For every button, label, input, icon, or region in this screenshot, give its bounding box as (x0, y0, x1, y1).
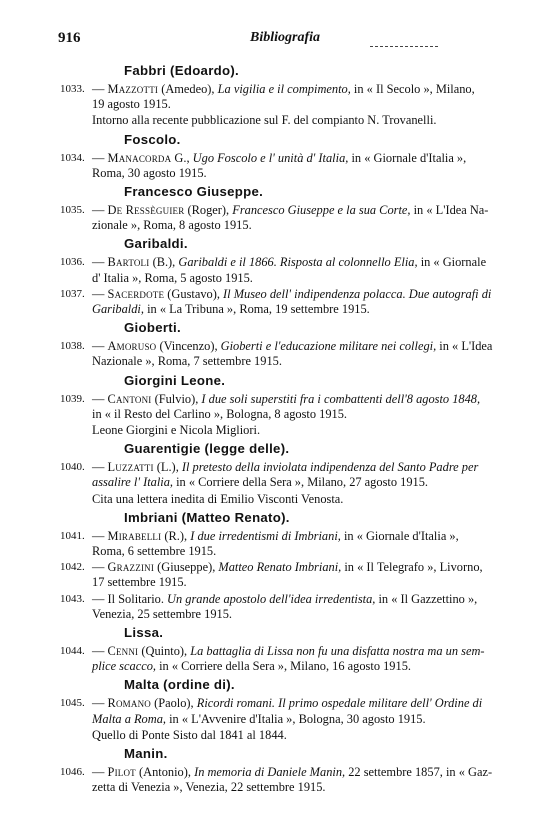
entry-number: 1034. (60, 151, 85, 164)
entry-number: 1043. (60, 592, 85, 605)
entry-number: 1041. (60, 529, 85, 542)
bibliography-entry (60, 696, 522, 726)
entry-publication-continued: 17 settembre 1915. (92, 575, 187, 590)
bibliography-entry (60, 255, 522, 285)
section-heading: Foscolo. (124, 131, 181, 147)
entry-author: Cantoni (107, 391, 152, 406)
entry-number: 1033. (60, 83, 85, 95)
entry-note: Leone Giorgini e Nicola Migliori. (92, 423, 261, 438)
entry-author: De Ressèguier (107, 203, 185, 218)
entry-number: 1038. (60, 340, 85, 353)
bibliography-entry (60, 592, 522, 622)
entry-author-detail: (Fulvio), (151, 391, 202, 406)
entry-title: I due soli superstiti fra i combattenti dell'8 agosto 1848, (201, 391, 481, 406)
section-heading: Manin. (124, 746, 168, 762)
entry-title: I due irredentismi di Imbriani, (190, 528, 341, 543)
bibliography-entry (60, 529, 522, 559)
entry-line-continued (92, 97, 522, 112)
entry-title: Matteo Renato Imbriani, (218, 560, 342, 575)
entry-line (92, 696, 522, 711)
entry-author-detail: (B.), (149, 255, 179, 270)
entry-number: 1046. (60, 766, 85, 779)
section-heading: Garibaldi. (124, 236, 188, 252)
entry-line-continued (92, 354, 522, 369)
entry-publication: in « Il Gazzettino », (375, 591, 478, 606)
entry-line (92, 287, 522, 302)
entry-dash: — (92, 339, 108, 354)
entry-author: Bartoli (107, 255, 150, 270)
entry-author: Cenni (107, 644, 139, 659)
entry-line (92, 644, 522, 659)
entry-title: Ugo Foscolo e l' unità d' Italia, (192, 150, 349, 165)
section-heading: Malta (ordine di). (124, 677, 235, 693)
entry-title: Gioberti e l'educazione militare nei collegi, (220, 339, 437, 354)
section-heading: Lissa. (124, 625, 164, 641)
page-number: 916 (58, 30, 81, 46)
entry-line-continued (92, 659, 522, 674)
entry-publication: in « Giornale (417, 255, 487, 270)
entry-dash: — (92, 765, 108, 780)
entry-dash: — (92, 203, 108, 218)
entry-note: Quello di Ponte Sisto dal 1841 al 1844. (92, 727, 287, 742)
entry-note: Cita una lettera inedita di Emilio Visconti Venosta. (92, 491, 344, 506)
entry-author: Sacerdote (107, 286, 165, 301)
entry-publication-continued: Roma, 6 settembre 1915. (92, 544, 217, 559)
entry-author: Romano (107, 696, 151, 711)
entry-number: 1039. (60, 392, 85, 405)
bibliography-entry (60, 392, 522, 422)
entry-publication-continued: in « Corriere della Sera », Milano, 27 agosto 1915. (173, 475, 429, 490)
entry-author-detail: (Vincenzo), (156, 339, 221, 354)
bibliography-entry (60, 339, 522, 369)
entry-dash: — (92, 696, 108, 711)
entry-title: Ricordi romani. Il primo ospedale militare dell' Ordine di (196, 696, 483, 711)
entry-line-continued (92, 166, 522, 181)
entry-number: 1040. (60, 461, 85, 474)
entry-dash: — (92, 255, 108, 270)
entry-author-detail: Il Solitario. (107, 591, 168, 606)
entry-author-detail: (Quinto), (138, 644, 191, 659)
entry-publication: in « Giornale d'Italia », (348, 150, 467, 165)
entry-title: Francesco Giuseppe e la sua Corte, (232, 203, 411, 218)
bibliography-entry (60, 560, 522, 590)
entry-line-continued (92, 712, 522, 727)
entry-publication: in « Il Telegrafo », Livorno, (341, 560, 483, 575)
entry-line (92, 392, 522, 407)
entry-publication-continued: Venezia, 25 settembre 1915. (92, 606, 233, 621)
entry-dash: — (92, 460, 108, 475)
entry-line (92, 339, 522, 354)
entry-title: La vigilia e il compimento, (217, 82, 351, 96)
entry-title-continued: assalire l' Italia, (92, 475, 174, 490)
entry-publication-continued: in « il Resto del Carlino », Bologna, 8 agosto 1915. (92, 406, 348, 421)
page-header (58, 30, 498, 50)
section-heading: Fabbri (Edoardo). (124, 63, 239, 78)
entry-publication: 22 settembre 1857, in « Gaz- (345, 765, 493, 780)
entry-publication: in « Il Secolo », Milano, (350, 82, 475, 96)
entry-publication-continued: 19 agosto 1915. (92, 97, 171, 112)
entry-publication-continued: in « La Tribuna », Roma, 19 settembre 1915. (143, 302, 370, 317)
entry-title: Il pretesto della inviolata indipendenza del Santo Padre per (181, 460, 479, 475)
entry-author-detail: (Amedeo), (158, 82, 218, 96)
entry-publication: in « L'Idea (436, 339, 493, 354)
entry-line (92, 151, 522, 166)
entry-author-detail: (Roger), (184, 203, 233, 218)
entry-number: 1042. (60, 561, 85, 574)
entry-line (92, 592, 522, 607)
entry-author-detail: (Gustavo), (164, 286, 224, 301)
entry-note: Intorno alla recente pubblicazione sul F. del compianto N. Trovanelli. (92, 113, 437, 128)
entry-dash: — (92, 644, 108, 659)
entry-number: 1037. (60, 287, 85, 300)
section-heading: Francesco Giuseppe. (124, 184, 264, 200)
entry-publication-continued: d' Italia », Roma, 5 agosto 1915. (92, 270, 253, 285)
entry-line-continued (92, 218, 522, 233)
entry-dash: — (92, 528, 108, 543)
entry-line-continued (92, 544, 522, 559)
entry-author-detail: (R.), (161, 528, 191, 543)
bibliography-entry (60, 287, 522, 317)
entry-publication-continued: in « Corriere della Sera », Milano, 16 agosto 1915. (156, 659, 411, 674)
entry-title-continued: Malta a Roma, (92, 711, 166, 726)
entry-dash: — (92, 150, 108, 165)
header-rule (370, 46, 438, 47)
section-heading: Imbriani (Matteo Renato). (124, 509, 290, 525)
entry-author-detail: G., (171, 150, 193, 165)
entry-line (92, 255, 522, 270)
entry-title: Il Museo dell' indipendenza polacca. Due autografi di (223, 286, 492, 301)
entry-publication-continued: zetta di Venezia », Venezia, 22 settembre 1915. (92, 780, 326, 795)
entry-line (92, 529, 522, 544)
entry-title: Garibaldi e il 1866. Risposta al colonnello Elia, (178, 255, 418, 270)
entry-line-continued (92, 475, 522, 490)
entry-number: 1045. (60, 697, 85, 710)
entry-dash: — (92, 286, 108, 301)
entry-title: Un grande apostolo dell'idea irredentista, (167, 591, 376, 606)
entry-publication-continued: Roma, 30 agosto 1915. (92, 165, 207, 180)
entry-number: 1044. (60, 645, 85, 658)
section-heading: Guarentigie (legge delle). (124, 441, 290, 457)
bibliography-entry (60, 203, 522, 233)
entry-line-continued (92, 407, 522, 422)
bibliography-entry (60, 151, 522, 181)
bibliography-list (60, 60, 522, 797)
entry-line (92, 765, 522, 780)
entry-dash: — (92, 82, 108, 96)
entry-line-continued (92, 780, 522, 795)
entry-author: Pilot (107, 765, 136, 780)
entry-line (92, 560, 522, 575)
entry-line-continued (92, 575, 522, 590)
entry-line-continued (92, 302, 522, 317)
entry-line (92, 203, 522, 218)
section-heading: Giorgini Leone. (124, 372, 226, 388)
entry-author: Mazzotti (107, 82, 159, 96)
entry-dash: — (92, 591, 108, 606)
entry-publication-continued: Nazionale », Roma, 7 settembre 1915. (92, 354, 282, 369)
entry-line-continued (92, 271, 522, 286)
entry-number: 1035. (60, 204, 85, 217)
entry-author: Luzzatti (107, 460, 154, 475)
entry-title: In memoria di Daniele Manin, (194, 765, 346, 780)
entry-dash: — (92, 560, 108, 575)
entry-line-continued (92, 607, 522, 622)
entry-author: Mirabelli (107, 528, 162, 543)
bibliography-entry (60, 460, 522, 490)
section-heading: Gioberti. (124, 320, 181, 336)
entry-author: Grazzini (107, 560, 155, 575)
entry-line (92, 460, 522, 475)
entry-dash: — (92, 391, 108, 406)
entry-author-detail: (Giuseppe), (154, 560, 219, 575)
entry-line (92, 82, 522, 97)
bibliography-entry (60, 765, 522, 795)
entry-title-continued: Garibaldi, (92, 302, 144, 317)
running-title: Bibliografia (250, 30, 321, 45)
entry-publication: in « Giornale d'Italia », (340, 528, 459, 543)
entry-publication-continued: zionale », Roma, 8 agosto 1915. (92, 218, 252, 233)
entry-author: Amoruso (107, 339, 157, 354)
entry-author-detail: (L.), (153, 460, 182, 475)
entry-publication: in « L'Idea Na- (410, 203, 489, 218)
entry-author-detail: (Antonio), (135, 765, 195, 780)
entry-author: Manacorda (107, 150, 172, 165)
entry-publication-continued: in « L'Avvenire d'Italia », Bologna, 30 agosto 1915. (166, 711, 426, 726)
bibliography-entry (60, 82, 522, 112)
entry-author-detail: (Paolo), (150, 696, 197, 711)
bibliography-entry (60, 644, 522, 674)
entry-title: La battaglia di Lissa non fu una disfatta nostra ma un sem- (190, 644, 485, 659)
entry-title-continued: plice scacco, (92, 659, 156, 674)
entry-number: 1036. (60, 256, 85, 269)
